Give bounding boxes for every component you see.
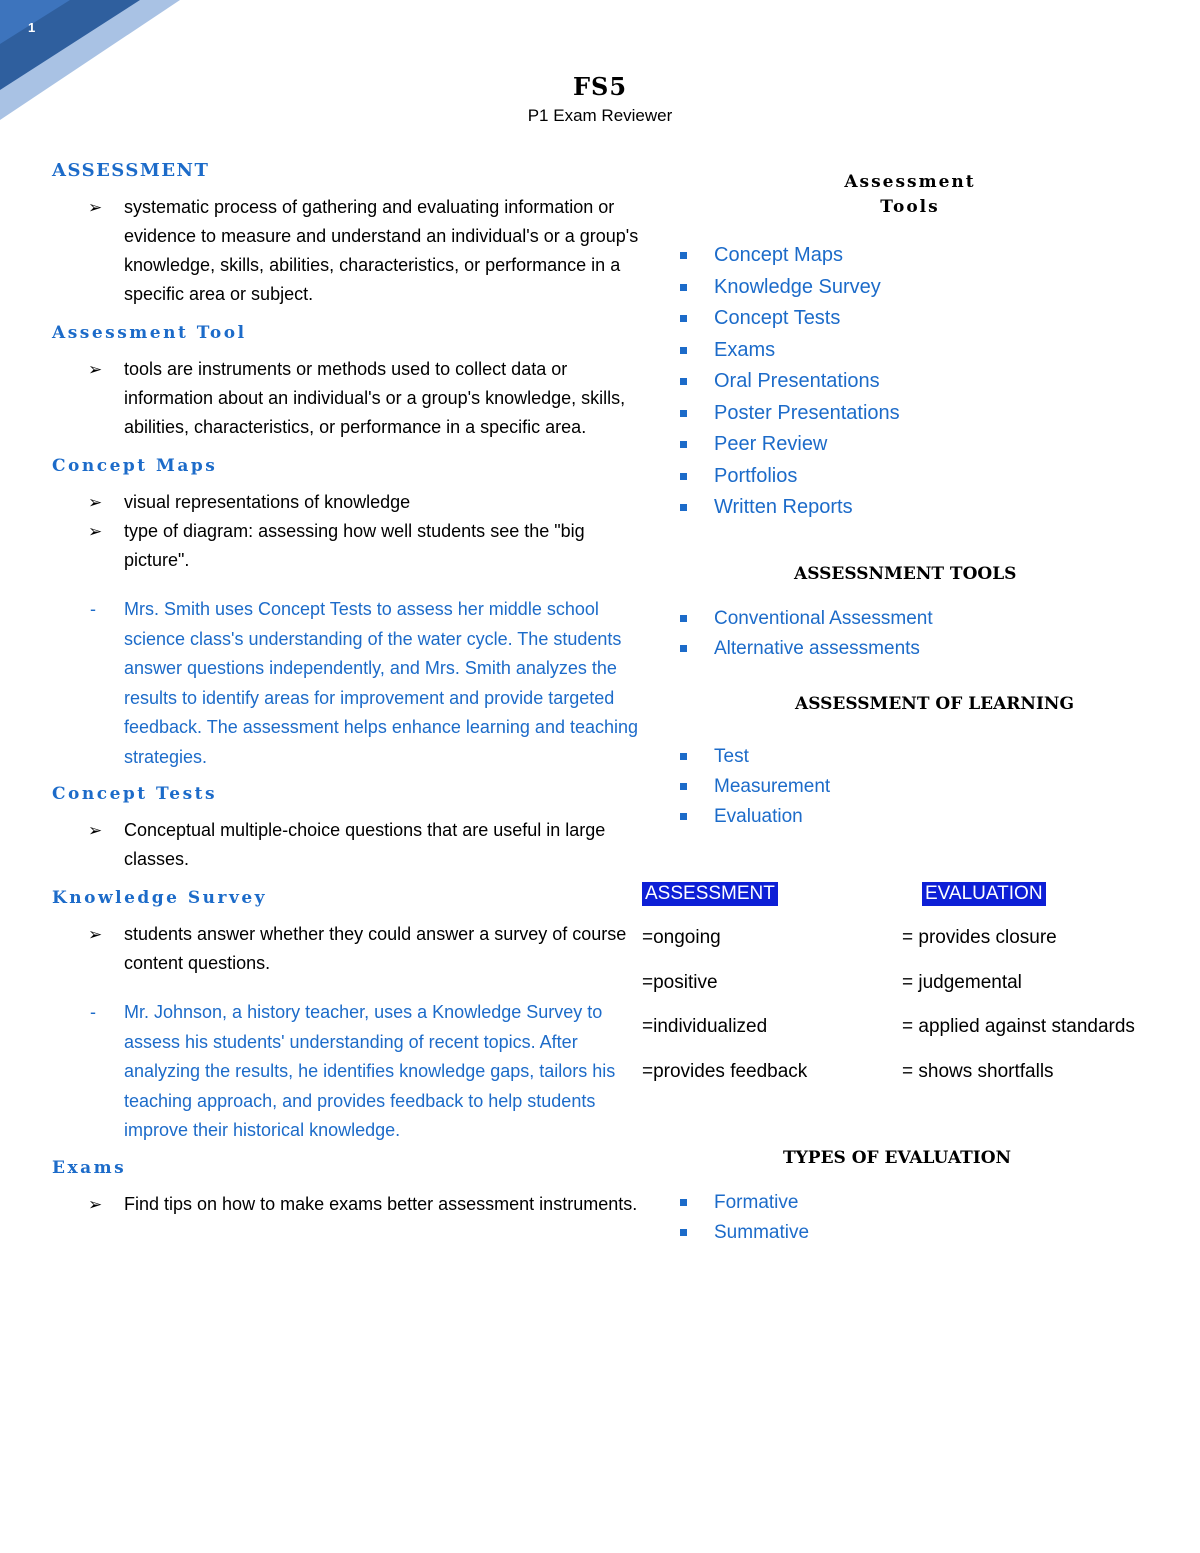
list-item: ➢ Conceptual multiple-choice questions that are useful in large classes. bbox=[52, 816, 642, 874]
knowledge-survey-example bbox=[52, 998, 642, 1146]
exams-bullets bbox=[52, 1190, 642, 1219]
concept-maps-example bbox=[52, 595, 642, 772]
assessment-tool-heading: Assessment Tool bbox=[52, 323, 247, 343]
knowledge-survey-bullets bbox=[52, 920, 642, 978]
types-of-evaluation-list bbox=[640, 1188, 1180, 1248]
list-item: Oral Presentations bbox=[640, 366, 1180, 398]
list-item: Test bbox=[640, 742, 1180, 772]
list-item: ➢ visual representations of knowledge bbox=[52, 488, 642, 517]
knowledge-survey-heading: Knowledge Survey bbox=[52, 888, 268, 908]
right-column bbox=[640, 170, 1180, 1248]
list-item: Alternative assessments bbox=[640, 634, 1180, 664]
evaluation-label: EVALUATION bbox=[922, 882, 1046, 906]
evaluation-trait: = provides closure bbox=[902, 926, 1057, 948]
types-of-evaluation-heading: TYPES OF EVALUATION bbox=[783, 1147, 1012, 1168]
list-item: Measurement bbox=[640, 772, 1180, 802]
list-item: Evaluation bbox=[640, 802, 1180, 832]
assessment-tools-title bbox=[640, 170, 1180, 220]
example-text: - Mrs. Smith uses Concept Tests to assess her middle school science class's understanding of the water cycle. The students answer questions independently, and Mrs. Smith analyzes the results to identify areas for improvement and provide targeted feedback. The assessment helps enhance learning and teaching strategies. bbox=[52, 595, 642, 772]
assessment-of-learning-list bbox=[640, 742, 1180, 832]
list-item: Written Reports bbox=[640, 492, 1180, 524]
assessment-tools-list bbox=[640, 240, 1180, 524]
assessment-tools-title-line2: Tools bbox=[880, 197, 940, 217]
list-item: Concept Maps bbox=[640, 240, 1180, 272]
assessment-trait: =ongoing bbox=[642, 926, 721, 948]
list-item: Peer Review bbox=[640, 429, 1180, 461]
list-item: Conventional Assessment bbox=[640, 604, 1180, 634]
page-title: FS5 bbox=[572, 72, 628, 101]
assessment-bullets bbox=[52, 193, 642, 309]
concept-tests-bullets bbox=[52, 816, 642, 874]
page-subtitle: P1 Exam Reviewer bbox=[527, 106, 673, 125]
list-item: Formative bbox=[640, 1188, 1180, 1218]
page-number: 1 bbox=[28, 20, 36, 35]
assessment-label: ASSESSMENT bbox=[642, 882, 778, 906]
list-item: Exams bbox=[640, 335, 1180, 367]
assessnment-tools-list bbox=[640, 604, 1180, 664]
concept-maps-heading: Concept Maps bbox=[52, 456, 218, 476]
assessnment-tools-heading: ASSESSNMENT TOOLS bbox=[794, 563, 1017, 584]
assessment-tools-title-line1: Assessment bbox=[844, 172, 976, 192]
list-item: ➢ systematic process of gathering and evaluating information or evidence to measure and understand an individual's or a group's knowledge, skills, abilities, characteristics, or performance in a specific area or subject. bbox=[52, 193, 642, 309]
evaluation-trait: = judgemental bbox=[902, 971, 1022, 993]
assessment-tool-bullets bbox=[52, 355, 642, 442]
assessment-vs-evaluation bbox=[640, 882, 1180, 1092]
list-item: ➢ Find tips on how to make exams better assessment instruments. bbox=[52, 1190, 642, 1219]
concept-tests-heading: Concept Tests bbox=[52, 784, 218, 804]
assessment-of-learning-heading: ASSESSMENT OF LEARNING bbox=[795, 693, 1074, 714]
evaluation-trait: = shows shortfalls bbox=[902, 1060, 1054, 1082]
assessment-trait: =provides feedback bbox=[642, 1060, 808, 1082]
list-item: Concept Tests bbox=[640, 303, 1180, 335]
example-text: - Mr. Johnson, a history teacher, uses a Knowledge Survey to assess his students' understanding of recent topics. After analyzing the results, he identifies knowledge gaps, tailors his teaching approach, and provides feedback to help students improve their historical knowledge. bbox=[52, 998, 642, 1146]
exams-heading: Exams bbox=[52, 1157, 127, 1178]
evaluation-trait: = applied against standards bbox=[902, 1015, 1135, 1037]
list-item: Knowledge Survey bbox=[640, 272, 1180, 304]
left-column bbox=[52, 160, 642, 1233]
list-item: ➢ tools are instruments or methods used to collect data or information about an individual's or a group's knowledge, skills, abilities, characteristics, or performance in a specific area. bbox=[52, 355, 642, 442]
list-item: ➢ type of diagram: assessing how well students see the "big picture". bbox=[52, 517, 642, 575]
concept-maps-bullets bbox=[52, 488, 642, 575]
list-item: Summative bbox=[640, 1218, 1180, 1248]
list-item: Portfolios bbox=[640, 461, 1180, 493]
assessment-heading: ASSESSMENT bbox=[52, 160, 210, 181]
list-item: ➢ students answer whether they could answer a survey of course content questions. bbox=[52, 920, 642, 978]
assessment-trait: =individualized bbox=[642, 1015, 768, 1037]
list-item: Poster Presentations bbox=[640, 398, 1180, 430]
assessment-trait: =positive bbox=[642, 971, 718, 993]
